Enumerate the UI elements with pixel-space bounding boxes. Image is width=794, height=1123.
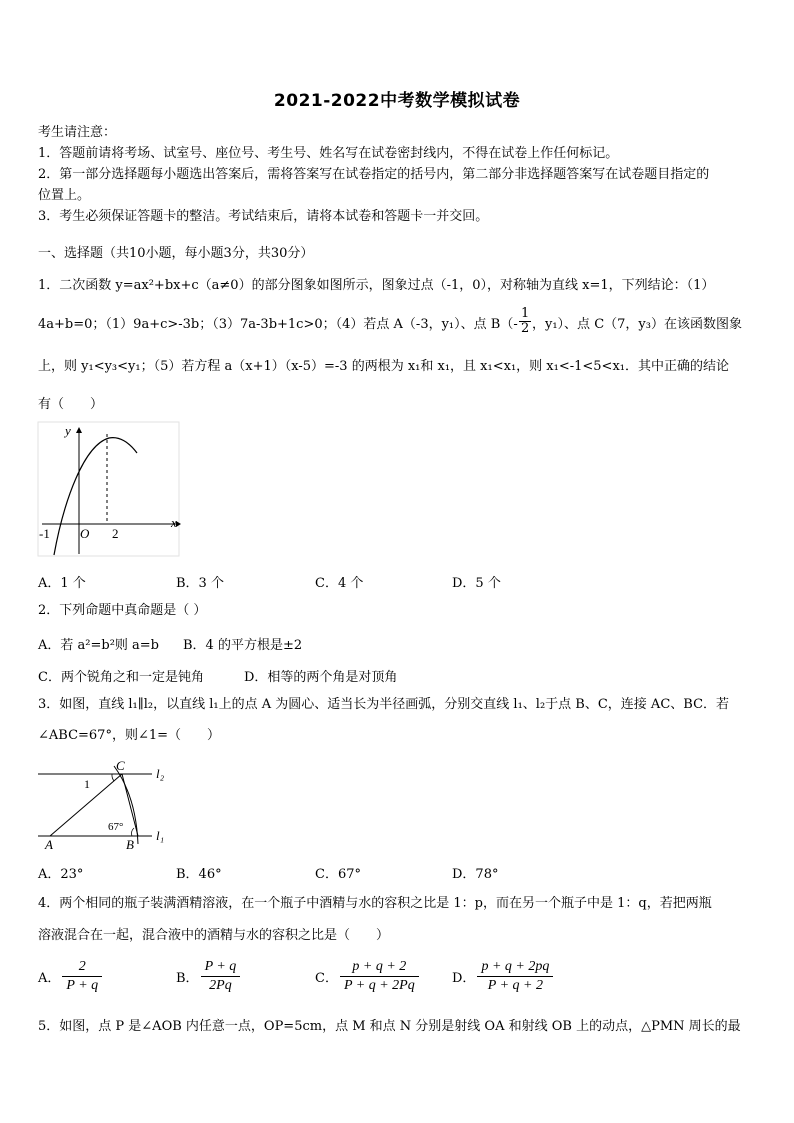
q1-option-b[interactable]: B．3 个 <box>176 576 224 591</box>
notice-item-2-cont: 位置上。 <box>38 188 91 203</box>
q1-frac-num: 1 <box>521 306 530 321</box>
q1-option-d[interactable]: D．5 个 <box>452 576 501 591</box>
q3-line-1: 3．如图，直线 l₁∥l₂，以直线 l₁上的点 A 为圆心、适当长为半径画弧，分别交直线 l₁、l₂于点 B、C，连接 AC、BC．若 <box>38 697 730 712</box>
q4-option-b-label: B． <box>176 971 199 986</box>
q4-option-d-label: D． <box>452 971 476 986</box>
q1-parabola-curve <box>54 438 137 555</box>
q3-label-angle67: 67° <box>108 821 124 833</box>
q1-line-2a: 4a+b=0；（1）9a+c>-3b；（3）7a-3b+1c>0；（4）若点 A（-3，y₁）、点 B（- <box>38 317 518 332</box>
q4-option-b-num: P + q <box>201 959 241 977</box>
q4-line-1: 4．两个相同的瓶子装满酒精溶液，在一个瓶子中酒精与水的容积之比是 1：p，而在另一个瓶子中是 1：q，若把两瓶 <box>38 896 712 911</box>
q3-angle67-mark <box>131 828 134 836</box>
q4-option-a[interactable] <box>38 959 104 994</box>
q3-figure <box>34 756 174 852</box>
q3-label-c: C <box>116 758 125 773</box>
q4-option-a-num: 2 <box>62 959 102 977</box>
q1-frac-den: 2 <box>521 321 530 336</box>
q4-option-a-label: A． <box>38 971 61 986</box>
q4-option-d[interactable] <box>452 959 555 994</box>
q5-line-1: 5．如图，点 P 是∠AOB 内任意一点，OP=5cm，点 M 和点 N 分别是射线 OA 和射线 OB 上的动点，△PMN 周长的最 <box>38 1019 741 1034</box>
q1-label-origin: O <box>80 526 90 541</box>
q3-option-b[interactable]: B．46° <box>176 867 222 882</box>
q1-line-1: 1．二次函数 y=ax²+bx+c（a≠0）的部分图象如图所示，图象过点（-1，0），对称轴为直线 x=1，下列结论：（1） <box>38 278 715 293</box>
q1-line-3: 上，则 y₁<y₃<y₁；（5）若方程 a（x+1）（x-5）=-3 的两根为 x₁和 x₁，且 x₁<x₁，则 x₁<-1<5<x₁．其中正确的结论 <box>38 359 729 374</box>
section-heading: 一、选择题（共10小题，每小题3分，共30分） <box>38 246 314 261</box>
q1-label-x: x <box>171 515 177 530</box>
q1-parabola-graph <box>34 420 184 560</box>
q4-option-b[interactable] <box>176 959 242 994</box>
q2-option-d[interactable]: D．相等的两个角是对顶角 <box>244 670 398 685</box>
q2-option-a[interactable]: A．若 a²=b²则 a=b <box>38 638 160 653</box>
q1-y-arrow <box>76 427 82 433</box>
q4-option-a-den: P + q <box>66 978 99 993</box>
q3-line-2: ∠ABC=67°，则∠1=（ ） <box>38 728 221 743</box>
q4-option-d-num: p + q + 2pq <box>477 959 553 977</box>
q4-option-d-den: P + q + 2 <box>487 978 543 993</box>
q1-label-2: 2 <box>112 526 119 541</box>
q1-line-2b: ，y₁）、点 C（7，y₃）在该函数图象 <box>532 317 742 332</box>
q2-stem: 2．下列命题中真命题是（ ） <box>38 603 207 618</box>
q4-option-c-label: C． <box>315 971 338 986</box>
q3-label-l1: l₁ <box>156 828 165 843</box>
q3-label-l2: l₂ <box>156 766 165 781</box>
q4-option-b-den: 2Pq <box>209 978 232 993</box>
q1-label-y: y <box>65 423 71 438</box>
q3-label-b: B <box>126 837 134 852</box>
q1-option-c[interactable]: C．4 个 <box>315 576 364 591</box>
notice-item-1: 1．答题前请将考场、试室号、座位号、考生号、姓名写在试卷密封线内，不得在试卷上作任何标记。 <box>38 146 619 161</box>
notice-item-3: 3．考生必须保证答题卡的整洁。考试结束后，请将本试卷和答题卡一并交回。 <box>38 209 489 224</box>
q1-fraction <box>519 307 531 336</box>
q4-option-c-den: P + q + 2Pq <box>343 978 415 993</box>
q1-graph-frame <box>38 422 179 556</box>
q3-option-d[interactable]: D．78° <box>452 867 499 882</box>
q2-option-c[interactable]: C．两个锐角之和一定是钝角 <box>38 670 204 685</box>
q4-option-c-num: p + q + 2 <box>340 959 419 977</box>
notice-item-2: 2．第一部分选择题每小题选出答案后，需将答案写在试卷指定的括号内，第二部分非选择题答案写在试卷题目指定的 <box>38 167 710 182</box>
q3-label-a: A <box>45 837 53 852</box>
q3-option-a[interactable]: A．23° <box>38 867 84 882</box>
q4-option-c[interactable] <box>315 959 421 994</box>
q3-label-angle1: 1 <box>84 777 90 791</box>
q1-line-4: 有（ ） <box>38 397 104 412</box>
q1-label-neg1: -1 <box>39 526 50 541</box>
q1-option-a[interactable]: A．1 个 <box>38 576 86 591</box>
page-title: 2021-2022中考数学模拟试卷 <box>273 91 521 111</box>
notice-heading: 考生请注意： <box>38 125 117 140</box>
q4-line-2: 溶液混合在一起，混合液中的酒精与水的容积之比是（ ） <box>38 928 390 943</box>
q3-option-c[interactable]: C．67° <box>315 867 361 882</box>
q3-angle1-mark <box>112 774 114 781</box>
q2-option-b[interactable]: B．4 的平方根是±2 <box>183 638 303 653</box>
